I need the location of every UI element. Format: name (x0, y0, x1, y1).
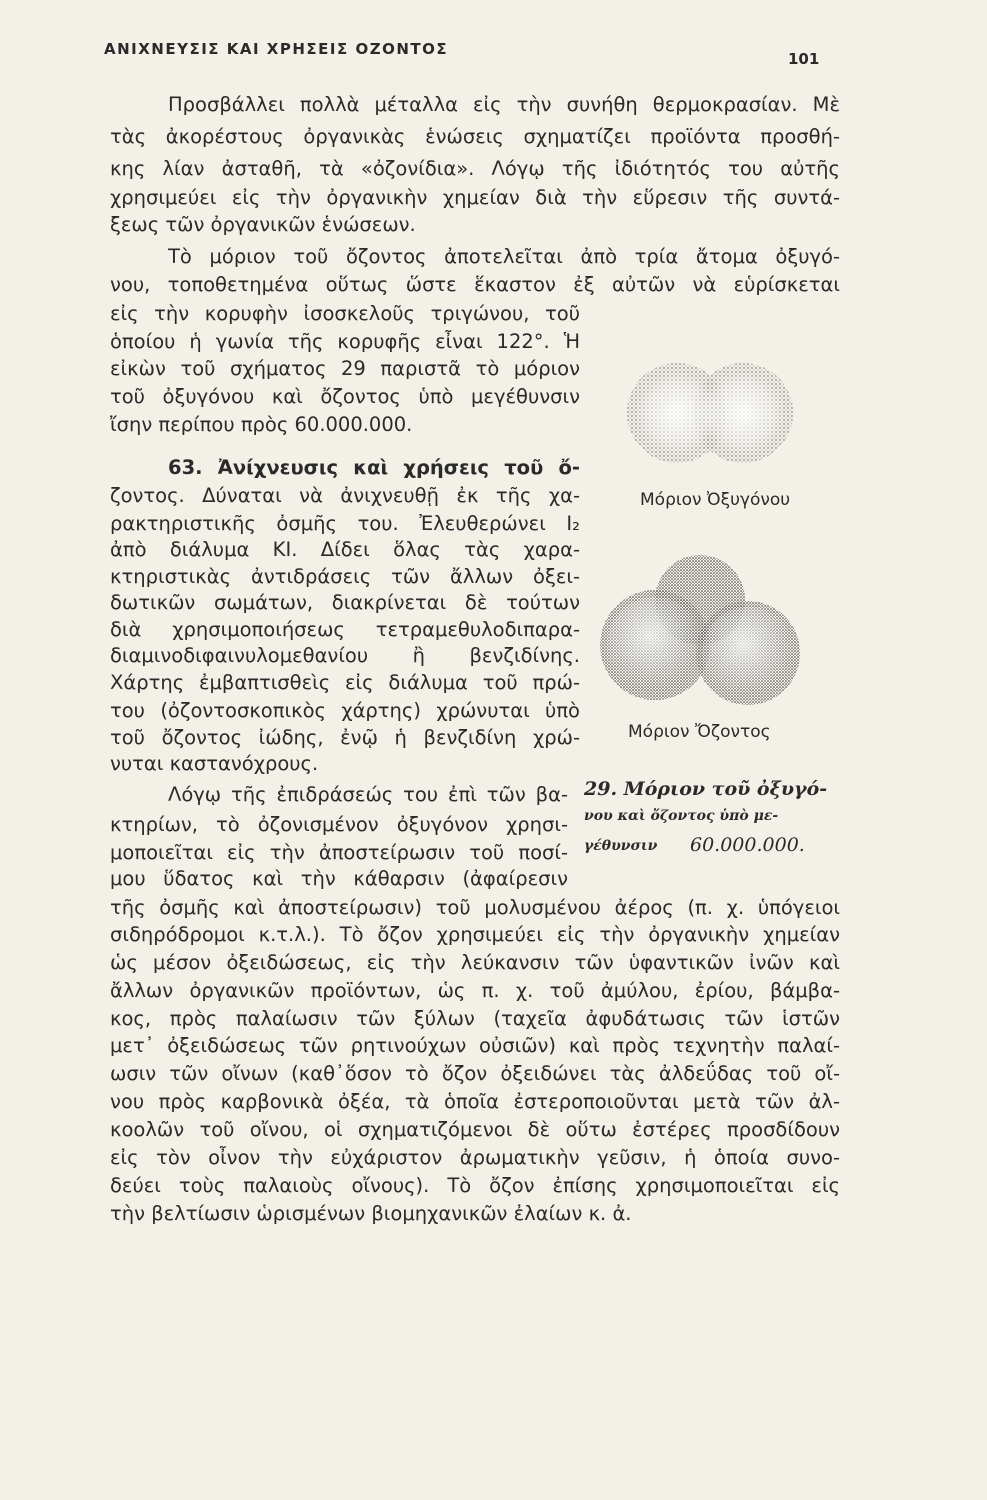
figure-caption-line-3b: 60.000.000. (690, 834, 805, 856)
text-line: κτηρίων, τὸ ὀζονισμένον ὀξυγόνον χρησι- (110, 813, 568, 836)
text-line: τὴν βελτίωσιν ὡρισμένων βιομηχανικῶν ἐλαίων κ. ἀ. (110, 1202, 632, 1225)
text-line: εἰς τὴν κορυφὴν ἰσοσκελοῦς τριγώνου, τοῦ (110, 302, 580, 325)
text-line: χρησιμεύει εἰς τὴν ὀργανικὴν χημείαν διὰ τὴν εὕρεσιν τῆς συντά- (110, 186, 840, 209)
oxygen-molecule-figure (615, 355, 815, 475)
text-line: κτηριστικὰς ἀντιδράσεις τῶν ἄλλων ὀξει- (110, 565, 580, 588)
text-line: Προσβάλλει πολλὰ μέταλλα εἰς τὴν συνήθη θερμοκρασίαν. Μὲ (168, 93, 840, 116)
oxygen-figure-label: Μόριον Ὀξυγόνου (640, 490, 791, 510)
text-line: μετ᾽ ὀξειδώσεως τῶν ρητινούχων οὐσιῶν) καὶ πρὸς τεχνητὴν παλαί- (110, 1034, 840, 1057)
running-head: ΑΝΙΧΝΕΥΣΙΣ ΚΑΙ ΧΡΗΣΕΙΣ ΟΖΟΝΤΟΣ (104, 40, 449, 58)
text-line: δεύει τοὺς παλαιοὺς οἴνους). Τὸ ὄζον ἐπίσης χρησιμοποιεῖται εἰς (110, 1174, 840, 1197)
text-line: ἄλλων ὀργανικῶν προϊόντων, ὡς π. χ. τοῦ ἀμύλου, ἐρίου, βάμβα- (110, 979, 840, 1002)
text-line: κος, πρὸς παλαίωσιν τῶν ξύλων (ταχεῖα ἀφυδάτωσις τῶν ἱστῶν (110, 1007, 840, 1030)
text-line: Τὸ μόριον τοῦ ὄζοντος ἀποτελεῖται ἀπὸ τρία ἄτομα ὀξυγό- (168, 245, 840, 268)
text-line: ἴσην περίπου πρὸς 60.000.000. (110, 413, 413, 436)
text-line: κης λίαν ἀσταθῆ, τὰ «ὀζονίδια». Λόγῳ τῆς ἰδιότητός του αὐτῆς (110, 157, 840, 180)
text-line: ὡς μέσον ὀξειδώσεως, εἰς τὴν λεύκανσιν τῶν ὑφαντικῶν ἰνῶν καὶ (110, 951, 840, 974)
text-line: δωτικῶν σωμάτων, διακρίνεται δὲ τούτων (110, 591, 580, 614)
text-line: εἰς τὸν οἶνον τὴν εὐχάριστον ἀρωματικὴν γεῦσιν, ἡ ὁποία συνο- (110, 1146, 840, 1169)
text-line: μου ὕδατος καὶ τὴν κάθαρσιν (ἀφαίρεσιν (110, 867, 568, 890)
text-line: ἀπὸ διάλυμα KI. Δίδει ὅλας τὰς χαρα- (110, 538, 580, 561)
text-line: σιδηρόδρομοι κ.τ.λ.). Τὸ ὄζον χρησιμεύει εἰς τὴν ὀργανικὴν χημείαν (110, 923, 840, 946)
text-line: μοποιεῖται εἰς τὴν ἀποστείρωσιν τοῦ ποσί- (110, 841, 568, 864)
text-line: Χάρτης ἐμβαπτισθεὶς εἰς διάλυμα τοῦ πρώ- (110, 671, 580, 694)
text-line: τῆς ὀσμῆς καὶ ἀποστείρωσιν) τοῦ μολυσμένου ἀέρος (π. χ. ὑπόγειοι (110, 896, 840, 919)
text-line: ὁποίου ἡ γωνία τῆς κορυφῆς εἶναι 122°. Ἡ (110, 330, 580, 353)
text-line: διαμινοδιφαινυλομεθανίου ἢ βενζιδίνης. (110, 644, 580, 667)
text-line: νου, τοποθετημένα οὕτως ὥστε ἕκαστον ἐξ αὐτῶν νὰ εὑρίσκεται (110, 273, 840, 296)
figure-caption-line-3a: γέθυνσιν (584, 838, 658, 854)
figure-caption-line-1: 29. Μόριον τοῦ ὀξυγό- (584, 778, 828, 800)
text-line: κοολῶν τοῦ οἴνου, οἱ σχηματιζόμενοι δὲ οὕτω ἐστέρες προσδίδουν (110, 1118, 840, 1141)
text-line: του (ὀζοντοσκοπικὸς χάρτης) χρώνυται ὑπὸ (110, 699, 580, 722)
text-line: τὰς ἀκορέστους ὀργανικὰς ἑνώσεις σχηματίζει προϊόντα προσθή- (110, 125, 840, 148)
text-line: Λόγῳ τῆς ἐπιδράσεώς του ἐπὶ τῶν βα- (168, 783, 568, 806)
text-line: ζοντος. Δύναται νὰ ἀνιχνευθῇ ἐκ τῆς χα- (110, 484, 580, 507)
figure-caption-line-2: νου καὶ ὄζοντος ὑπὸ με- (584, 808, 779, 824)
text-line: διὰ χρησιμοποιήσεως τετραμεθυλοδιπαρα- (110, 618, 580, 641)
section-heading: 63. Ἀνίχνευσις καὶ χρήσεις τοῦ ὄ- (168, 456, 580, 479)
text-line: ωσιν τῶν οἴνων (καθ᾽ὅσον τὸ ὄζον ὀξειδώνει τὰς ἀλδεΰδας τοῦ οἴ- (110, 1062, 840, 1085)
text-line: ρακτηριστικῆς ὀσμῆς του. Ἐλευθερώνει I₂ (110, 512, 580, 535)
ozone-figure-label: Μόριον Ὄζοντος (628, 722, 771, 742)
text-line: τοῦ ὄζοντος ἰώδης, ἐνῷ ἡ βενζιδίνη χρώ- (110, 726, 580, 749)
ozone-molecule-figure (590, 545, 810, 715)
text-line: νου πρὸς καρβονικὰ ὀξέα, τὰ ὁποῖα ἐστεροποιοῦνται μετὰ τῶν ἀλ- (110, 1090, 840, 1113)
text-line: ξεως τῶν ὀργανικῶν ἑνώσεων. (110, 213, 416, 236)
text-line: εἰκὼν τοῦ σχήματος 29 παριστᾶ τὸ μόριον (110, 357, 580, 380)
page-number: 101 (788, 50, 820, 68)
text-line: νυται καστανόχρους. (110, 752, 319, 775)
text-line: τοῦ ὀξυγόνου καὶ ὄζοντος ὑπὸ μεγέθυνσιν (110, 385, 580, 408)
